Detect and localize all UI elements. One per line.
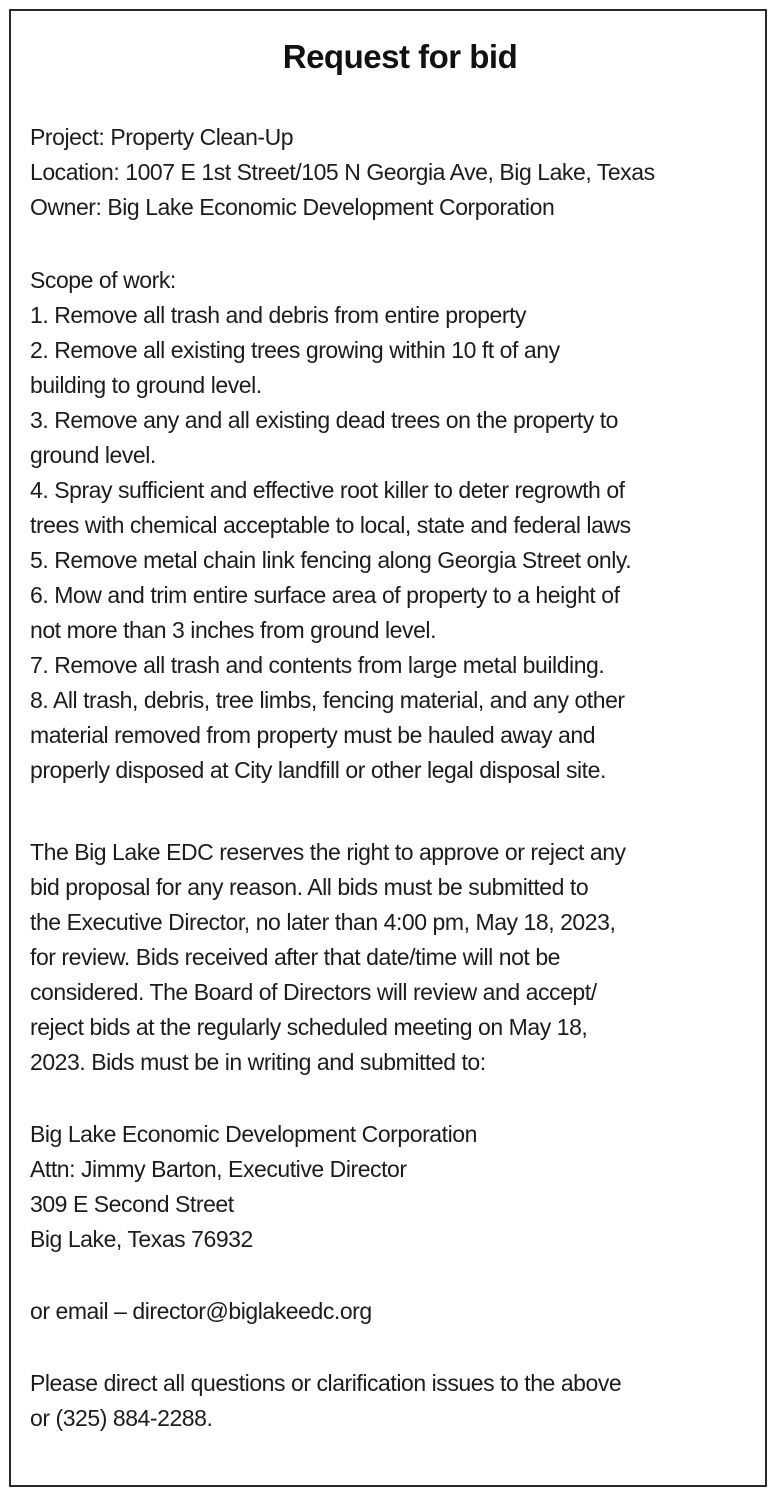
questions-line: Please direct all questions or clarification issues to the above [30, 1370, 622, 1396]
scope-line: 1. Remove all trash and debris from entire property [30, 302, 527, 328]
terms-line: The Big Lake EDC reserves the right to approve or reject any [30, 839, 626, 865]
address-attention: Attn: Jimmy Barton, Executive Director [30, 1156, 407, 1182]
notice-frame [9, 9, 767, 1487]
terms-line: considered. The Board of Directors will review and accept/ [30, 979, 597, 1005]
terms-line: for review. Bids received after that date/time will not be [30, 944, 560, 970]
email-line: or email – director@biglakeedc.org [30, 1298, 372, 1324]
terms-line: reject bids at the regularly scheduled meeting on May 18, [30, 1014, 588, 1040]
scope-line: 6. Mow and trim entire surface area of property to a height of [30, 582, 620, 608]
scope-line: properly disposed at City landfill or other legal disposal site. [30, 757, 606, 783]
scope-line: 2. Remove all existing trees growing within 10 ft of any [30, 337, 560, 363]
scope-line: 5. Remove metal chain link fencing along Georgia Street only. [30, 547, 632, 573]
address-city-state-zip: Big Lake, Texas 76932 [30, 1226, 253, 1252]
terms-line: the Executive Director, no later than 4:00 pm, May 18, 2023, [30, 909, 616, 935]
address-street: 309 E Second Street [30, 1191, 234, 1217]
scope-line: not more than 3 inches from ground level. [30, 617, 437, 643]
scope-line: building to ground level. [30, 372, 262, 398]
scope-line: 4. Spray sufficient and effective root killer to deter regrowth of [30, 477, 625, 503]
location-line: Location: 1007 E 1st Street/105 N Georgia Ave, Big Lake, Texas [30, 159, 655, 185]
scope-line: 8. All trash, debris, tree limbs, fencing material, and any other [30, 687, 625, 713]
scope-line: material removed from property must be hauled away and [30, 722, 596, 748]
questions-line: or (325) 884-2288. [30, 1405, 213, 1431]
terms-line: 2023. Bids must be in writing and submitted to: [30, 1049, 486, 1075]
scope-line: 7. Remove all trash and contents from large metal building. [30, 652, 605, 678]
scope-line: trees with chemical acceptable to local, state and federal laws [30, 512, 631, 538]
terms-line: bid proposal for any reason. All bids must be submitted to [30, 874, 589, 900]
owner-line: Owner: Big Lake Economic Development Corporation [30, 194, 555, 220]
scope-line: ground level. [30, 442, 156, 468]
notice-title: Request for bid [282, 38, 518, 75]
scope-line: 3. Remove any and all existing dead trees on the property to [30, 407, 618, 433]
project-line: Project: Property Clean-Up [30, 124, 294, 150]
scope-heading: Scope of work: [30, 267, 176, 293]
address-organization: Big Lake Economic Development Corporation [30, 1121, 477, 1147]
